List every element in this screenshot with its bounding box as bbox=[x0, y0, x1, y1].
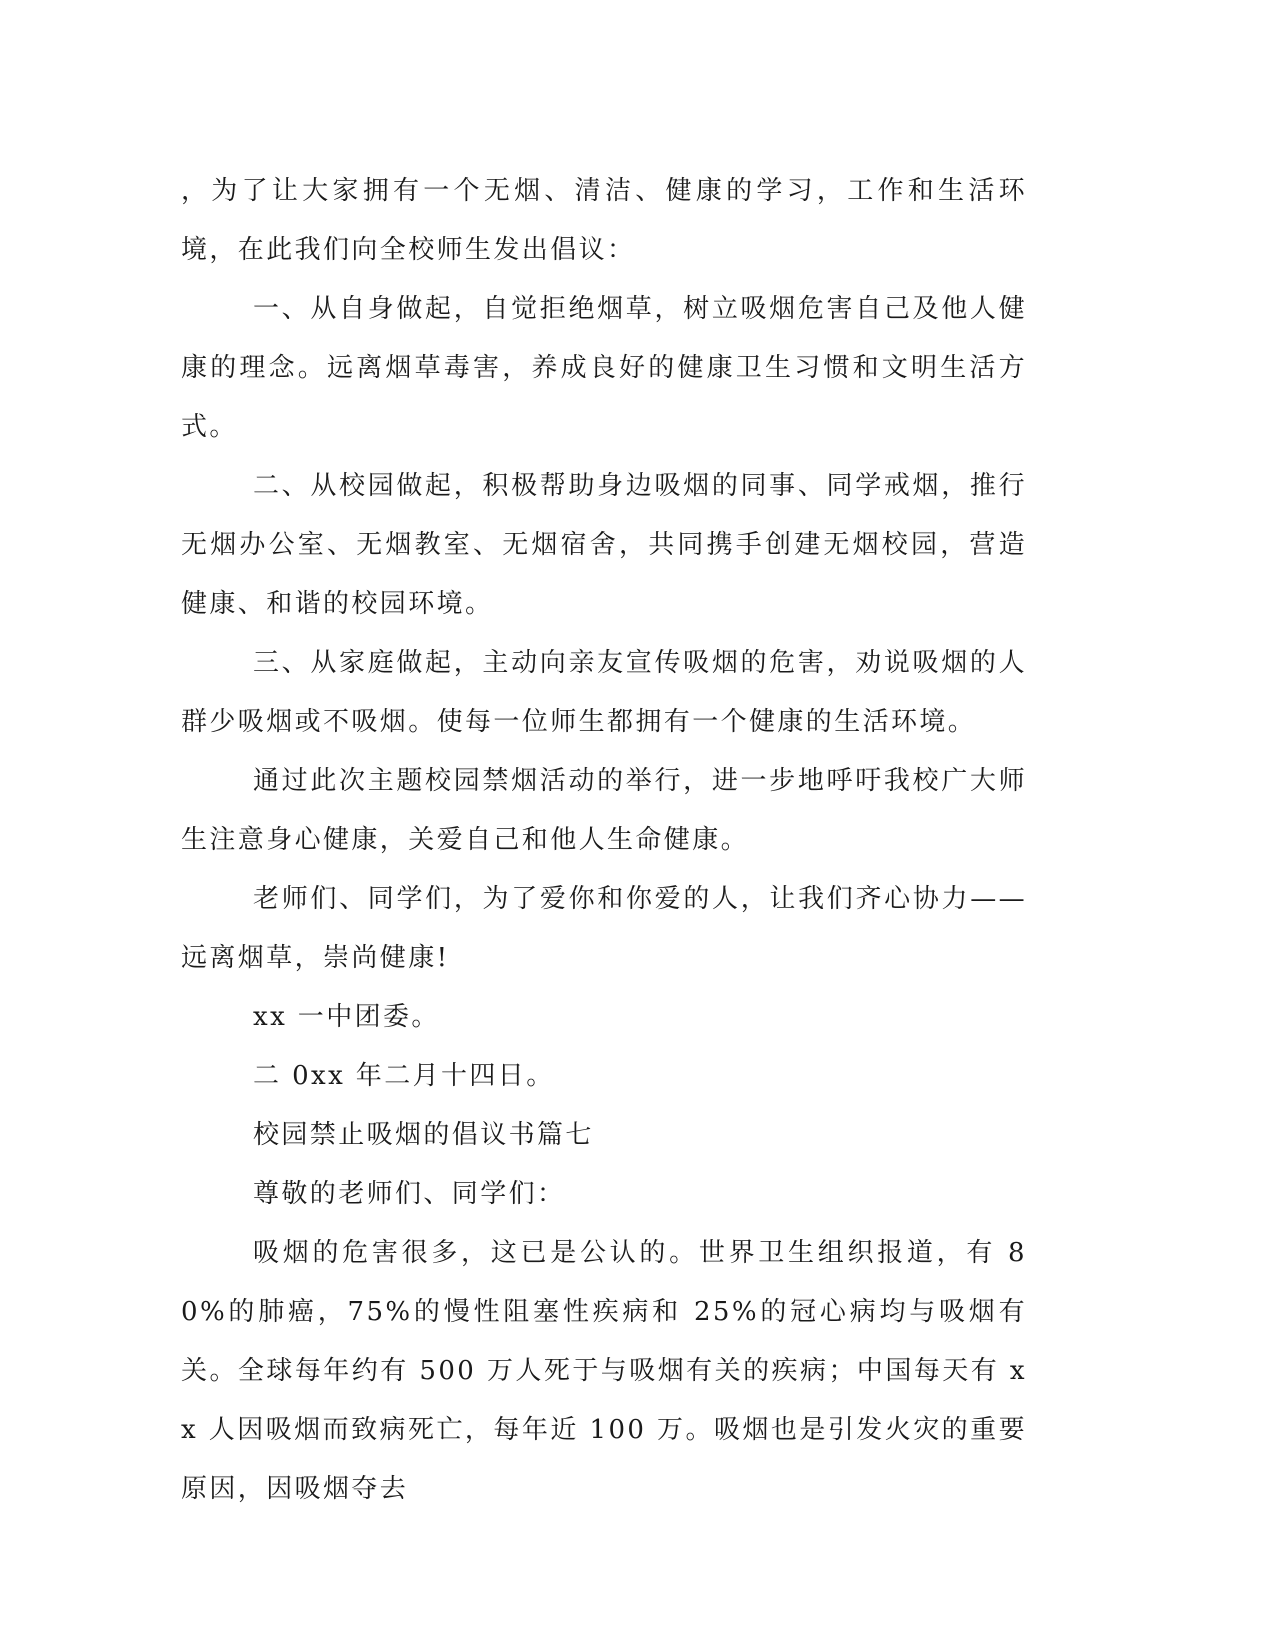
paragraph-point-three: 三、从家庭做起，主动向亲友宣传吸烟的危害，劝说吸烟的人群少吸烟或不吸烟。使每一位师生都拥有一个健康的生活环境。 bbox=[181, 648, 1027, 737]
signature-organization: xx 一中团委。 bbox=[253, 1002, 440, 1032]
signature-date: 二 0xx 年二月十四日。 bbox=[253, 1061, 555, 1091]
paragraph-intro: ，为了让大家拥有一个无烟、清洁、健康的学习，工作和生活环境，在此我们向全校师生发出倡议： bbox=[181, 176, 1027, 265]
document-body bbox=[181, 162, 1027, 1519]
paragraph-point-two: 二、从校园做起，积极帮助身边吸烟的同事、同学戒烟，推行无烟办公室、无烟教室、无烟宿舍，共同携手创建无烟校园，营造健康、和谐的校园环境。 bbox=[181, 471, 1027, 619]
paragraph-closing-call: 老师们、同学们，为了爱你和你爱的人，让我们齐心协力——远离烟草，崇尚健康! bbox=[181, 884, 1027, 973]
paragraph-point-one: 一、从自身做起，自觉拒绝烟草，树立吸烟危害自己及他人健康的理念。远离烟草毒害，养成良好的健康卫生习惯和文明生活方式。 bbox=[181, 294, 1027, 442]
section-heading: 校园禁止吸烟的倡议书篇七 bbox=[253, 1120, 594, 1150]
salutation: 尊敬的老师们、同学们： bbox=[253, 1179, 566, 1209]
paragraph-harm-facts: 吸烟的危害很多，这已是公认的。世界卫生组织报道，有 80%的肺癌，75%的慢性阻塞性疾病和 25%的冠心病均与吸烟有关。全球每年约有 500 万人死于与吸烟有关的疾病；中国每天有 xx 人因吸烟而致病死亡，每年近 100 万。吸烟也是引发火灾的重要原因，因吸烟夺去 bbox=[181, 1238, 1027, 1504]
paragraph-appeal: 通过此次主题校园禁烟活动的举行，进一步地呼吁我校广大师生注意身心健康，关爱自己和他人生命健康。 bbox=[181, 766, 1027, 855]
